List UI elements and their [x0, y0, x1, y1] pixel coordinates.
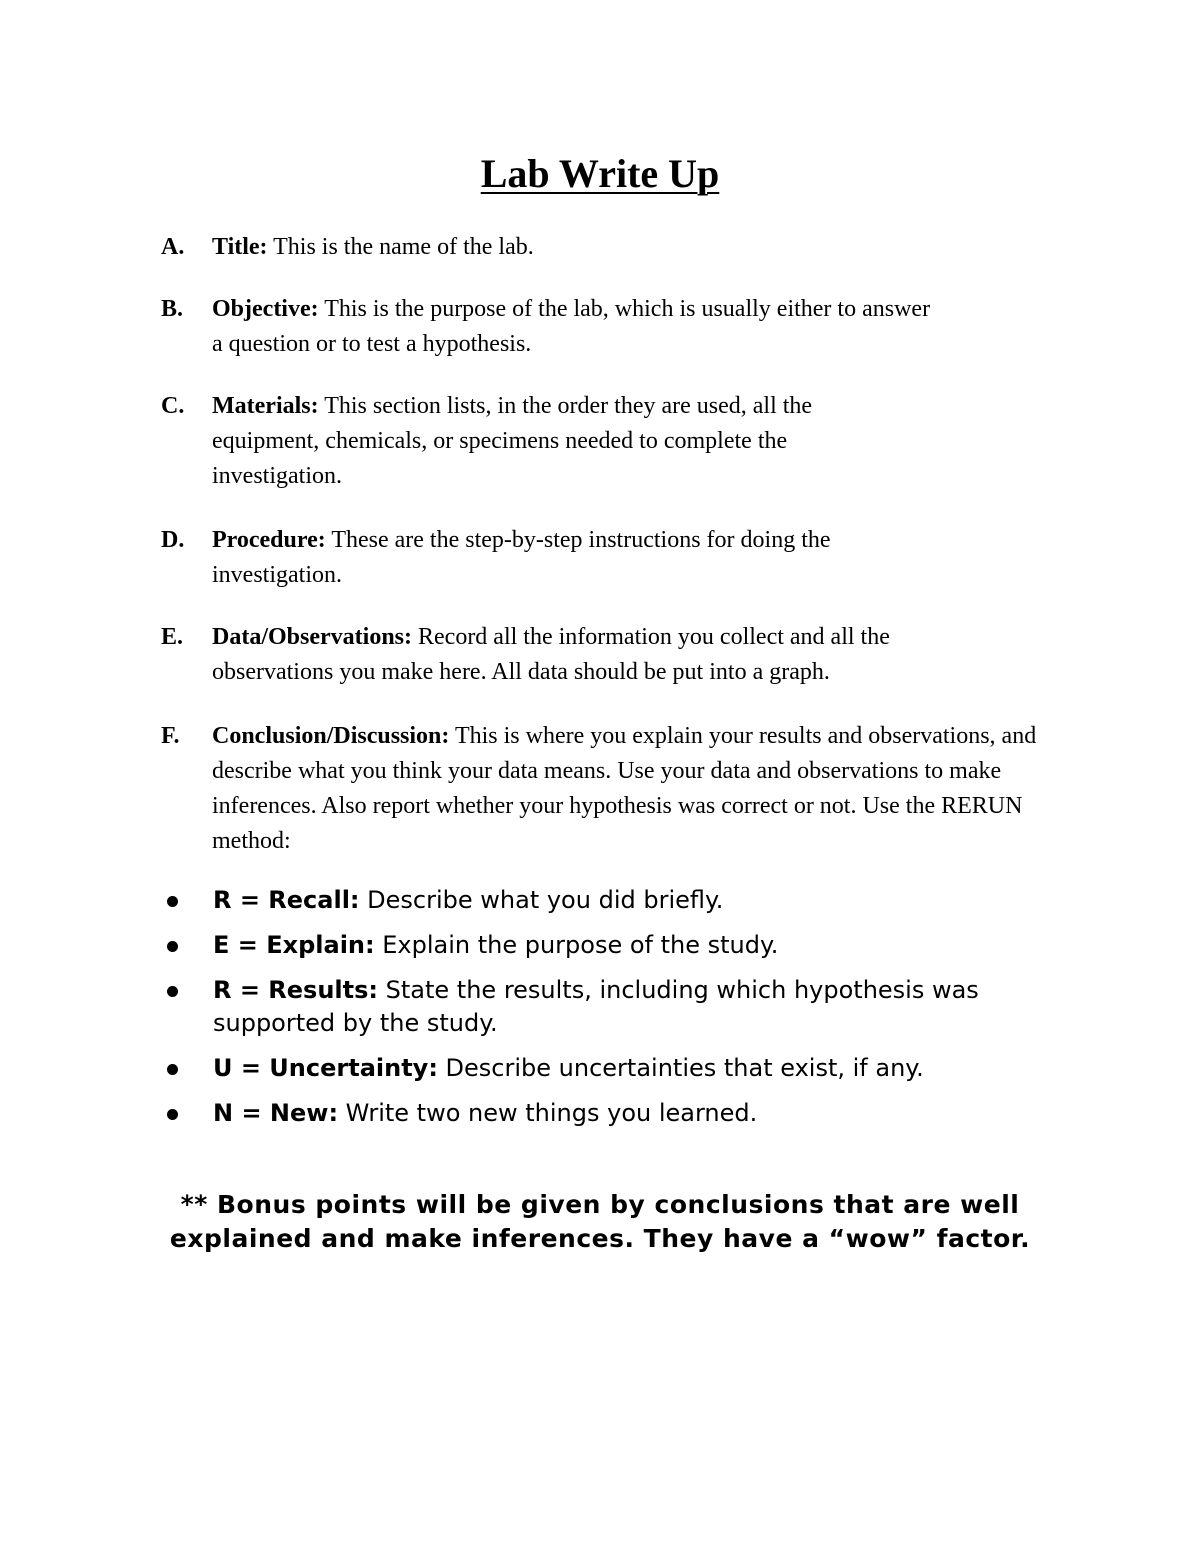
bullet-icon: [167, 1109, 178, 1120]
section-letter: C.: [161, 393, 185, 419]
section-text: This section lists, in the order they are used, all the equipment, chemicals, or specimens needed to complete the investigation.: [212, 393, 813, 489]
bonus-line: ** Bonus points will be given by conclusions that are well: [180, 1190, 1020, 1219]
section-heading: Conclusion/Discussion:: [212, 723, 450, 749]
rerun-key: U = Uncertainty:: [213, 1054, 438, 1082]
rerun-list: [161, 884, 1061, 1142]
section-heading: Materials:: [212, 393, 319, 419]
section-body: [212, 292, 932, 362]
rerun-item-explain: [161, 929, 1061, 962]
section-text: This is the name of the lab.: [267, 234, 534, 260]
rerun-key: R = Results:: [213, 976, 379, 1004]
page-title: [0, 148, 1200, 200]
page-title-text: Lab Write Up: [480, 151, 720, 196]
rerun-text: Write two new things you learned.: [338, 1099, 758, 1127]
section-text: These are the step-by-step instructions for doing the investigation.: [212, 527, 831, 588]
rerun-item-recall: [161, 884, 1061, 917]
bullet-icon: [167, 941, 178, 952]
rerun-key: R = Recall:: [213, 886, 360, 914]
section-letter: A.: [161, 234, 185, 260]
bullet-icon: [167, 1064, 178, 1075]
section-letter: E.: [161, 624, 184, 650]
section-text: This is the purpose of the lab, which is usually either to answer a question or to test a hypothesis.: [212, 296, 931, 357]
rerun-text: State the results, including which hypothesis was supported by the study.: [213, 976, 979, 1037]
rerun-item-uncertainty: [161, 1052, 1061, 1085]
section-letter: F.: [161, 723, 180, 749]
bullet-icon: [167, 896, 178, 907]
rerun-item-results: [161, 974, 1033, 1040]
rerun-text: Explain the purpose of the study.: [374, 931, 779, 959]
section-heading: Title:: [212, 234, 268, 260]
rerun-key: N = New:: [213, 1099, 339, 1127]
section-body: [212, 523, 942, 593]
section-body: [212, 389, 912, 494]
rerun-key: E = Explain:: [213, 931, 375, 959]
section-heading: Procedure:: [212, 527, 326, 553]
section-text: This is where you explain your results and observations, and describe what you think your data means. Use your data and observations to make inferences. Also report whether your hypothesis was correct or not. Use the RERUN method:: [212, 723, 1037, 854]
rerun-text: Describe uncertainties that exist, if any.: [437, 1054, 924, 1082]
rerun-item-new: [161, 1097, 1061, 1130]
bullet-icon: [167, 986, 178, 997]
section-heading: Objective:: [212, 296, 319, 322]
section-text: Record all the information you collect and all the observations you make here. All data should be put into a graph.: [212, 624, 890, 685]
section-body: [212, 620, 1012, 690]
bonus-line: explained and make inferences. They have a “wow” factor.: [169, 1224, 1031, 1253]
bonus-note: [0, 1188, 1200, 1256]
section-heading: Data/Observations:: [212, 624, 412, 650]
section-letter: D.: [161, 527, 185, 553]
rerun-text: Describe what you did briefly.: [359, 886, 724, 914]
section-body: [212, 230, 1062, 265]
section-body: [212, 719, 1042, 859]
section-letter: B.: [161, 296, 184, 322]
